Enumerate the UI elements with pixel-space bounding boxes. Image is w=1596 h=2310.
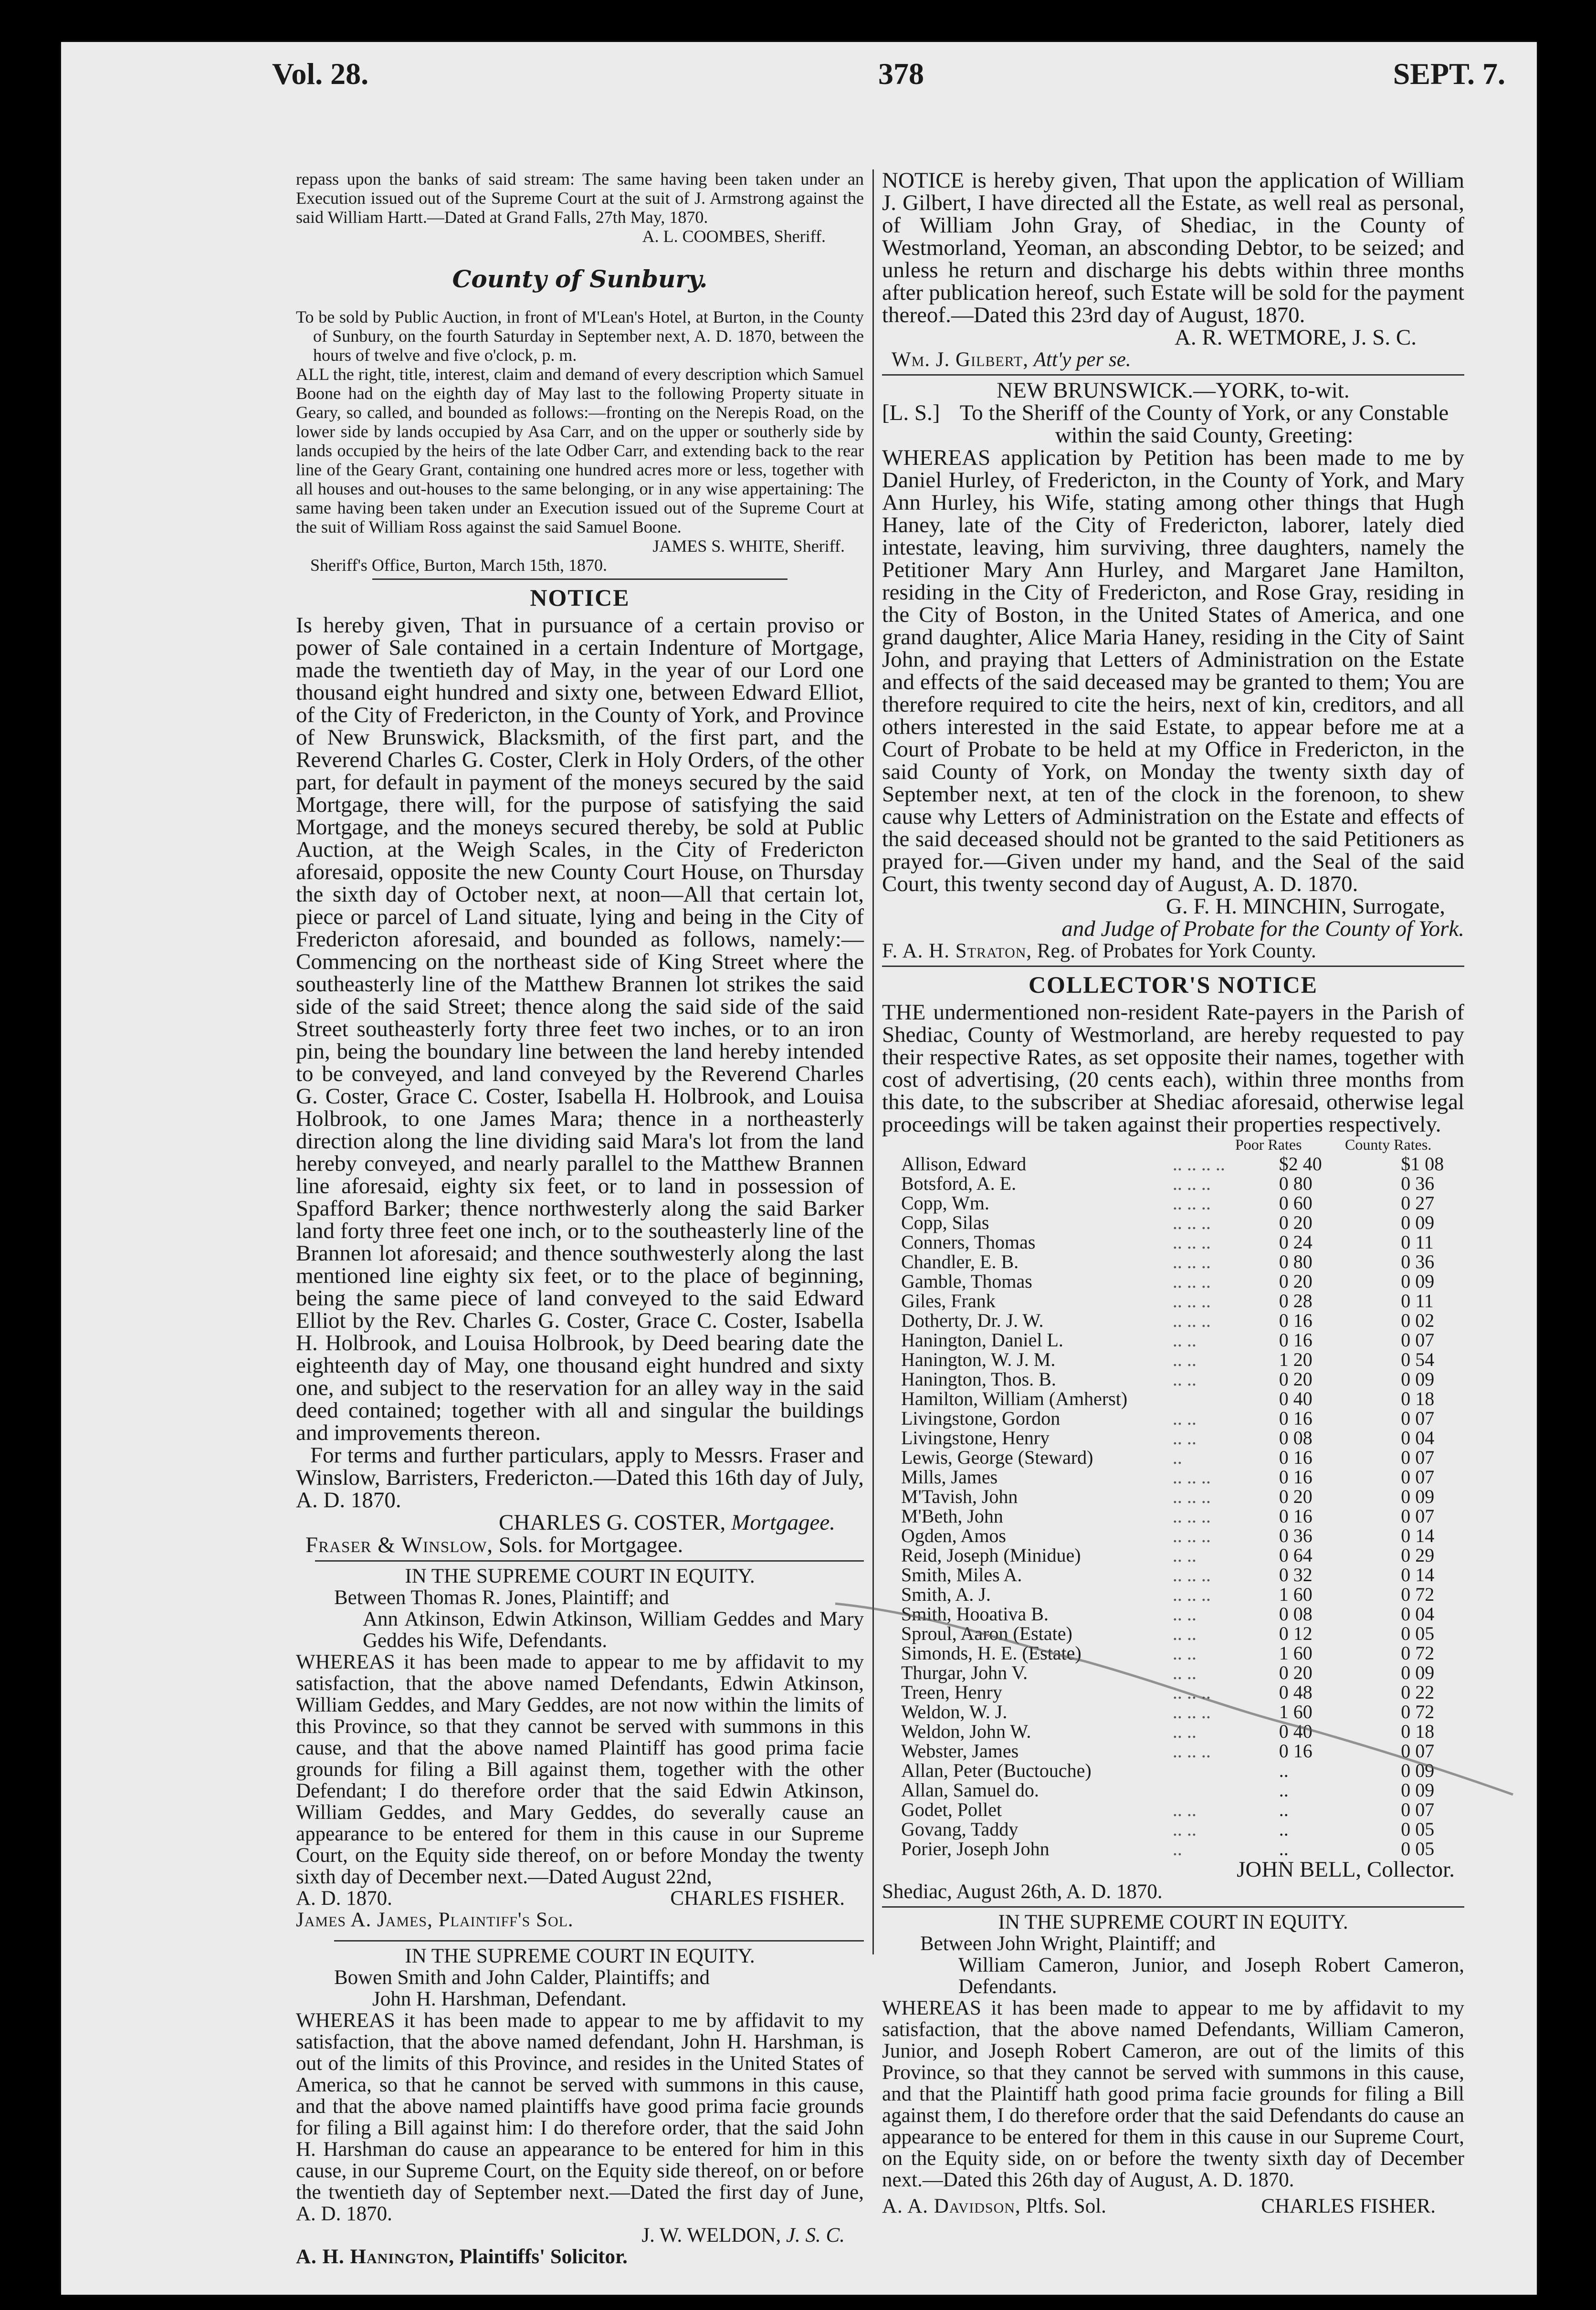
rate-row xyxy=(901,1330,1483,1350)
equity-notice-jones xyxy=(296,1565,864,1931)
rate-row xyxy=(901,1271,1483,1291)
probate-address: To the Sheriff of the County of York, or any Constable within the said County, Greeting: xyxy=(959,400,1449,448)
rate-row xyxy=(901,1506,1483,1526)
rate-row xyxy=(901,1663,1483,1682)
leader-dots: .. .. .. xyxy=(1172,1270,1211,1292)
parties-line-1: Between Thomas R. Jones, Plaintiff; and xyxy=(334,1586,669,1609)
leader-dots: .. xyxy=(1172,1838,1182,1859)
parties-line-1: Bowen Smith and John Calder, Plaintiffs; and xyxy=(334,1966,710,1989)
judge-signature: CHARLES FISHER. xyxy=(670,1887,845,1910)
rate-payer-name: Chandler, E. B. xyxy=(901,1251,1019,1272)
rate-payer-name: Gamble, Thomas xyxy=(901,1270,1032,1292)
poor-rate: 0 16 xyxy=(1279,1505,1312,1527)
rate-payer-name: Hanington, Daniel L. xyxy=(901,1329,1063,1351)
poor-rate: 0 36 xyxy=(1279,1525,1312,1546)
leader-dots: .. .. xyxy=(1172,1799,1197,1820)
solicitor-role: Pltfs. Sol. xyxy=(1026,2195,1106,2217)
notice-body: THE undermentioned non-resident Rate-payers in the Parish of Shediac, County of Westmorland, are hereby requested to pay their respective Rates, as set opposite their names, together with cost of advertising, (20 cents each), within three months from this date, to the subscriber at Shediac aforesaid, otherwise legal proceedings will be taken against their properties respectively. xyxy=(882,1000,1464,1137)
rate-payer-name: Godet, Pollet xyxy=(901,1799,1002,1820)
leader-dots xyxy=(1173,1780,1279,1800)
leader-dots: .. .. xyxy=(1172,1818,1197,1840)
rate-payer-name: Treen, Henry xyxy=(901,1681,1002,1703)
rates-table xyxy=(901,1154,1483,1858)
county-rate: 0 07 xyxy=(1401,1329,1435,1351)
plaintiff-solicitor: James A. James, Plaintiff's Sol. xyxy=(296,1909,574,1931)
collectors-notice xyxy=(882,971,1464,1902)
rate-row xyxy=(901,1291,1483,1311)
column-divider xyxy=(872,169,874,1954)
notice-terms: For terms and further particulars, apply to Messrs. Fraser and Winslow, Barristers, Fredericton.—Dated this 16th day of July, A. D. 1870. xyxy=(296,1443,864,1512)
poor-rate: .. xyxy=(1279,1760,1289,1781)
county-rate: 0 27 xyxy=(1401,1192,1435,1214)
leader-dots: .. .. .. xyxy=(1172,1192,1211,1214)
county-rate: 0 18 xyxy=(1401,1721,1435,1742)
court-order-body: WHEREAS it has been made to appear to me by affidavit to my satisfaction, that the above named defendant, John H. Harshman, is out of the limits of this Province, and resides in the United States of America, so that he cannot be served with summons in this cause, and that the above named plaintiffs have good prima facie grounds for filing a Bill against him: I do therefore order, that the said John H. Harshman do cause an appearance to be entered for him in this cause, in our Supreme Court, on the Equity side thereof, on or before the twentieth day of September next.—Dated the first day of June, A. D. 1870. xyxy=(296,2009,864,2225)
leader-dots xyxy=(1173,1761,1279,1780)
attorney-name: Wm. J. Gilbert, xyxy=(892,348,1029,371)
poor-rates-header: Poor Rates xyxy=(1235,1136,1302,1153)
rate-row xyxy=(901,1232,1483,1252)
court-heading: IN THE SUPREME COURT IN EQUITY. xyxy=(998,1911,1348,1933)
rate-row xyxy=(901,1565,1483,1585)
grand-falls-notice xyxy=(296,169,864,246)
rate-row xyxy=(901,1741,1483,1761)
county-rate: 0 07 xyxy=(1401,1740,1435,1762)
rate-row xyxy=(901,1839,1483,1858)
county-rate: 0 11 xyxy=(1401,1290,1434,1312)
leader-dots: .. .. .. xyxy=(1172,1584,1211,1605)
county-rate: 0 05 xyxy=(1401,1838,1435,1859)
county-rate: 0 07 xyxy=(1401,1447,1435,1468)
registrar-role: Reg. of Probates for York County. xyxy=(1037,940,1316,962)
poor-rate: 0 16 xyxy=(1279,1740,1312,1762)
leader-dots: .. .. .. xyxy=(1172,1564,1211,1586)
surrogate-role: and Judge of Probate for the County of York. xyxy=(1061,916,1464,941)
county-rate: 0 07 xyxy=(1401,1407,1435,1429)
solicitor-name: A. A. Davidson, xyxy=(882,2195,1021,2217)
court-heading: IN THE SUPREME COURT IN EQUITY. xyxy=(405,1565,755,1587)
rate-row xyxy=(901,1213,1483,1232)
issue-date: SEPT. 7. xyxy=(1393,57,1505,91)
leader-dots: .. .. .. xyxy=(1172,1681,1211,1703)
leader-dots: .. .. .. xyxy=(1172,1701,1211,1722)
sale-intro: To be sold by Public Auction, in front of M'Lean's Hotel, at Burton, in the County of Sunbury, on the fourth Saturday in September next, A. D. 1870, between the hours of twelve and five o'clock, p. m. xyxy=(296,307,864,365)
poor-rate: 1 20 xyxy=(1279,1349,1312,1370)
notice-body: NOTICE is hereby given, That upon the application of William J. Gilbert, I have directed all the Estate, as well real as personal, of William John Gray, of Shediac, in the County of Westmorland, Yeoman, an absconding Debtor, to be seized; and unless he return and discharge his debts within three months after publication hereof, such Estate will be sold for the payment thereof.—Dated this 23rd day of August, 1870. xyxy=(882,168,1464,327)
leader-dots: .. .. xyxy=(1172,1427,1197,1449)
leader-dots: .. .. .. xyxy=(1172,1740,1211,1762)
rate-payer-name: Smith, A. J. xyxy=(901,1584,991,1605)
rate-payer-name: Thurgar, John V. xyxy=(901,1662,1028,1683)
solicitors-name: Fraser & Winslow, xyxy=(305,1533,494,1557)
poor-rate: $2 40 xyxy=(1279,1153,1322,1175)
sheriff-office-date: Sheriff's Office, Burton, March 15th, 1870. xyxy=(310,556,608,575)
leader-dots: .. .. .. xyxy=(1172,1173,1211,1194)
poor-rate: 0 20 xyxy=(1279,1270,1312,1292)
equity-notice-harshman xyxy=(296,1945,864,2268)
rate-row xyxy=(901,1761,1483,1780)
rate-payer-name: Simonds, H. E. (Estate) xyxy=(901,1642,1082,1664)
rate-payer-name: Dotherty, Dr. J. W. xyxy=(901,1310,1044,1331)
parties-line-2: Ann Atkinson, Edwin Atkinson, William Geddes and Mary Geddes his Wife, Defendants. xyxy=(363,1608,864,1652)
leader-dots: .. .. xyxy=(1172,1349,1197,1370)
rate-row xyxy=(901,1682,1483,1702)
rate-row xyxy=(901,1487,1483,1506)
poor-rate: 0 40 xyxy=(1279,1388,1312,1409)
mortgagee-name: CHARLES G. COSTER, xyxy=(498,1510,726,1535)
leader-dots: .. .. .. xyxy=(1172,1525,1211,1546)
notice-body: Is hereby given, That in pursuance of a certain proviso or power of Sale contained in a certain Indenture of Mortgage, made the twentieth day of May, in the year of our Lord one thousand eight hundred and sixty one, between Edward Elliot, of the City of Fredericton, in the County of York, and Province of New Brunswick, Blacksmith, of the first part, and the Reverend Charles G. Coster, Clerk in Holy Orders, of the other part, for default in payment of the moneys secured by the said Mortgage, there will, for the purpose of satisfying the said Mortgage, and the moneys secured thereby, be sold at Public Auction, at the Weigh Scales, in the City of Fredericton aforesaid, opposite the new County Court House, on Thursday the sixth day of October next, at noon—All that certain lot, piece or parcel of Land situate, lying and being in the City of Fredericton aforesaid, and bounded as follows, namely:—Commencing on the northeast side of King Street where the southeasterly line of the Matthew Brannen lot strikes the said side of the said Street; thence along the said side of the said Street southeasterly forty three feet two inches, or to an iron pin, being the boundary line between the land hereby intended to be conveyed, and land conveyed by the Reverend Charles G. Coster, Grace C. Coster, Isabella H. Holbrook, and Louisa Holbrook, to one James Mara; thence in a northeasterly direction along the line dividing said Mara's lot from the land hereby conveyed, and nearly parallel to the Matthew Brannen line aforesaid, eighty six feet, or to land in possession of Spafford Barker; thence northwesterly along the said Barker land forty three feet one inch, or to the southeasterly line of the Brannen lot aforesaid; and thence southwesterly along the last mentioned line eighty six feet, or to the place of beginning, being the same piece of land conveyed to the said Edward Elliot by the Rev. Charles G. Coster, Grace C. Coster, Isabella H. Holbrook, and Louisa Holbrook, by Deed bearing date the eighteenth day of May, one thousand eight hundred and sixty one, and subject to the reservation for an alley way in the said deed contained; together with all and singular the buildings and improvements thereon. xyxy=(296,613,864,1445)
poor-rate: .. xyxy=(1279,1818,1289,1840)
poor-rate: .. xyxy=(1279,1779,1289,1801)
county-rate: 0 14 xyxy=(1401,1564,1435,1586)
sheriff-signature: JAMES S. WHITE, Sheriff. xyxy=(652,536,845,556)
parties-line-2: William Cameron, Junior, and Joseph Robert Cameron, Defendants. xyxy=(958,1954,1464,1998)
county-rate: 0 04 xyxy=(1401,1603,1435,1625)
leader-dots xyxy=(1173,1389,1279,1408)
rate-row xyxy=(901,1526,1483,1545)
leader-dots: .. .. xyxy=(1172,1662,1197,1683)
rate-payer-name: Weldon, W. J. xyxy=(901,1701,1008,1722)
county-rate: 0 09 xyxy=(1401,1212,1435,1233)
volume-label: Vol. 28. xyxy=(272,57,369,91)
poor-rate: 0 20 xyxy=(1279,1662,1312,1683)
separator xyxy=(882,1906,1464,1908)
rate-payer-name: Ogden, Amos xyxy=(901,1525,1006,1546)
notice-title: COLLECTOR'S NOTICE xyxy=(1028,971,1318,998)
rate-row xyxy=(901,1702,1483,1722)
court-order-body: WHEREAS it has been made to appear to me by affidavit to my satisfaction, that the above named Defendants, Edwin Atkinson, William Geddes, and Mary Geddes, are not now within the limits of this Province, so that they cannot be served with summons in this cause, and that the above named Plaintiff has good prima facie grounds for filing a Bill against them, together with the other Defendant; I do therefore order that the said Edwin Atkinson, William Geddes, and Mary Geddes, do severally cause an appearance to be entered for them in this cause in our Supreme Court, on the Equity side thereof, on or before Monday the twenty sixth day of December next.—Dated August 22nd, xyxy=(296,1651,864,1888)
poor-rate: 0 16 xyxy=(1279,1466,1312,1488)
rate-row xyxy=(901,1408,1483,1428)
rate-row xyxy=(901,1193,1483,1213)
leader-dots: .. .. .. xyxy=(1172,1231,1211,1253)
rate-row xyxy=(901,1643,1483,1663)
rate-payer-name: M'Tavish, John xyxy=(901,1486,1018,1507)
county-rate: 0 09 xyxy=(1401,1760,1435,1781)
rate-payer-name: Govang, Taddy xyxy=(901,1818,1018,1840)
leader-dots: .. .. .. xyxy=(1172,1212,1211,1233)
notice-text: repass upon the banks of said stream: The same having been taken under an Execution issued out of the Supreme Court at the suit of J. Armstrong against the said William Hartt.—Dated at Grand Falls, 27th May, 1870. xyxy=(296,169,864,227)
county-rate: 0 07 xyxy=(1401,1466,1435,1488)
order-year: A. D. 1870. xyxy=(296,1887,392,1910)
separator xyxy=(334,1940,864,1942)
seal-mark: [L. S.] xyxy=(882,400,940,425)
rate-row xyxy=(901,1467,1483,1487)
poor-rate: 0 80 xyxy=(1279,1251,1312,1272)
page-header xyxy=(272,56,1505,104)
county-rate: 0 36 xyxy=(1401,1251,1435,1272)
poor-rate: 0 16 xyxy=(1279,1407,1312,1429)
county-rate: 0 11 xyxy=(1401,1231,1434,1253)
rate-payer-name: Sproul, Aaron (Estate) xyxy=(901,1623,1072,1644)
poor-rate: 0 40 xyxy=(1279,1721,1312,1742)
rate-row xyxy=(901,1800,1483,1819)
poor-rate: 1 60 xyxy=(1279,1584,1312,1605)
separator xyxy=(882,966,1464,967)
equity-notice-cameron xyxy=(882,1911,1464,2217)
poor-rate: 0 64 xyxy=(1279,1544,1312,1566)
rate-row xyxy=(901,1311,1483,1330)
surrogate-signature: G. F. H. MINCHIN, Surrogate, xyxy=(1166,894,1445,919)
county-rate: 0 02 xyxy=(1401,1310,1435,1331)
county-rate: 0 04 xyxy=(1401,1427,1435,1449)
poor-rate: 0 32 xyxy=(1279,1564,1312,1586)
solicitors-role: Sols. for Mortgagee. xyxy=(498,1533,683,1557)
separator xyxy=(315,1560,864,1562)
leader-dots: .. .. .. xyxy=(1172,1466,1211,1488)
poor-rate: 0 48 xyxy=(1279,1681,1312,1703)
rate-payer-name: Allan, Samuel do. xyxy=(901,1779,1039,1801)
rate-row xyxy=(901,1780,1483,1800)
rate-payer-name: Webster, James xyxy=(901,1740,1019,1762)
rate-payer-name: Smith, Hooativa B. xyxy=(901,1603,1049,1625)
county-rate: 0 07 xyxy=(1401,1505,1435,1527)
rate-row xyxy=(901,1389,1483,1408)
leader-dots: .. .. xyxy=(1172,1407,1197,1429)
rate-row xyxy=(901,1174,1483,1193)
rates-column-headers xyxy=(882,1136,1464,1154)
leader-dots: .. xyxy=(1172,1447,1182,1468)
leader-dots: .. .. xyxy=(1172,1329,1197,1351)
registrar-name: F. A. H. Straton, xyxy=(882,940,1032,962)
rate-row xyxy=(901,1585,1483,1604)
rate-payer-name: Porier, Joseph John xyxy=(901,1838,1050,1859)
county-rate: 0 09 xyxy=(1401,1662,1435,1683)
absconding-debtor-notice xyxy=(882,169,1464,370)
rate-row xyxy=(901,1722,1483,1741)
county-rate: 0 09 xyxy=(1401,1270,1435,1292)
rate-payer-name: Lewis, George (Steward) xyxy=(901,1447,1093,1468)
rate-payer-name: Livingstone, Henry xyxy=(901,1427,1050,1449)
poor-rate: 0 08 xyxy=(1279,1427,1312,1449)
county-rate: 0 14 xyxy=(1401,1525,1435,1546)
leader-dots: .. .. .. xyxy=(1172,1310,1211,1331)
rate-row xyxy=(901,1448,1483,1467)
judge-name: J. W. WELDON, xyxy=(641,2224,781,2247)
county-rate: 0 05 xyxy=(1401,1623,1435,1644)
county-rate: 0 54 xyxy=(1401,1349,1435,1370)
mortgagee-role: Mortgagee. xyxy=(731,1510,835,1535)
court-order-body: WHEREAS it has been made to appear to me by affidavit to my satisfaction, that the above named Defendants, William Cameron, Junior, and Joseph Robert Cameron, are out of the limits of this Province, so that they cannot be served with summons in this cause, and that the Plaintiff hath good prima facie grounds for filing a Bill against them, I do therefore order that the said Defendants do cause an appearance to be entered for them in this cause in our Supreme Court, on the Equity side, on or before the twenty sixth day of December next.—Dated this 26th day of August, A. D. 1870. xyxy=(882,1997,1464,2191)
county-rate: 0 29 xyxy=(1401,1544,1435,1566)
county-rate: 0 05 xyxy=(1401,1818,1435,1840)
notice-title: NOTICE xyxy=(530,584,630,611)
right-column xyxy=(882,169,1464,2217)
poor-rate: 0 24 xyxy=(1279,1231,1312,1253)
rate-payer-name: Mills, James xyxy=(901,1466,998,1488)
parties-line-1: Between John Wright, Plaintiff; and xyxy=(920,1932,1216,1955)
sunbury-sale-notice xyxy=(296,307,864,575)
rate-payer-name: Allan, Peter (Buctouche) xyxy=(901,1760,1092,1781)
poor-rate: .. xyxy=(1279,1799,1289,1820)
poor-rate: 0 80 xyxy=(1279,1173,1312,1194)
leader-dots: .. .. .. xyxy=(1172,1251,1211,1272)
collector-signature: JOHN BELL, Collector. xyxy=(1237,1857,1455,1882)
rate-payer-name: Allison, Edward xyxy=(901,1153,1027,1175)
probate-citation xyxy=(882,379,1464,962)
poor-rate: .. xyxy=(1279,1838,1289,1859)
leader-dots: .. .. xyxy=(1172,1544,1197,1566)
rate-payer-name: Giles, Frank xyxy=(901,1290,996,1312)
leader-dots: .. .. xyxy=(1172,1642,1197,1664)
rate-row xyxy=(901,1604,1483,1624)
parties-line-2: John H. Harshman, Defendant. xyxy=(372,1988,627,2010)
county-rate: 0 09 xyxy=(1401,1779,1435,1801)
rate-payer-name: Reid, Joseph (Minidue) xyxy=(901,1544,1081,1566)
rate-payer-name: Smith, Miles A. xyxy=(901,1564,1022,1586)
mortgage-notice xyxy=(296,584,864,1556)
court-heading: IN THE SUPREME COURT IN EQUITY. xyxy=(405,1945,755,1967)
county-rate: 0 72 xyxy=(1401,1701,1435,1722)
rate-payer-name: Copp, Wm. xyxy=(901,1192,989,1214)
county-rate: 0 36 xyxy=(1401,1173,1435,1194)
sale-body: ALL the right, title, interest, claim and demand of every description which Samuel Boone had on the eighth day of May last to the following Property situate in Geary, so called, and bounded as follows:—fronting on the Nerepis Road, on the lower side by lands occupied by Asa Carr, and on the upper or southerly side by lands occupied by the heirs of the late Odber Carr, and extending back to the rear line of the Geary Grant, containing one hundred acres more or less, together with all houses and out-houses to the same belonging, or in any wise appertaining: The same having been taken under an Execution issued out of the Supreme Court at the suit of William Ross against the said Samuel Boone. xyxy=(296,365,864,536)
judge-signature: CHARLES FISHER. xyxy=(1261,2195,1436,2217)
rate-payer-name: Botsford, A. E. xyxy=(901,1173,1017,1194)
rate-payer-name: Livingstone, Gordon xyxy=(901,1407,1060,1429)
leader-dots: .. .. xyxy=(1172,1603,1197,1625)
leader-dots: .. .. .. .. xyxy=(1172,1153,1225,1175)
rate-payer-name: Conners, Thomas xyxy=(901,1231,1036,1253)
county-rate: 0 07 xyxy=(1401,1799,1435,1820)
county-heading: County of Sunbury. xyxy=(452,265,708,293)
county-rate: 0 09 xyxy=(1401,1368,1435,1390)
poor-rate: 0 12 xyxy=(1279,1623,1312,1644)
poor-rate: 1 60 xyxy=(1279,1701,1312,1722)
county-rate: 0 72 xyxy=(1401,1642,1435,1664)
county-rate: 0 22 xyxy=(1401,1681,1435,1703)
rate-row xyxy=(901,1428,1483,1448)
collector-date: Shediac, August 26th, A. D. 1870. xyxy=(882,1880,1163,1903)
page-number: 378 xyxy=(878,57,924,91)
rate-row xyxy=(901,1350,1483,1369)
judge-role: J. S. C. xyxy=(786,2224,845,2247)
leader-dots: .. .. xyxy=(1172,1368,1197,1390)
poor-rate: 0 16 xyxy=(1279,1329,1312,1351)
poor-rate: 0 20 xyxy=(1279,1486,1312,1507)
poor-rate: 0 20 xyxy=(1279,1212,1312,1233)
separator xyxy=(882,374,1464,376)
rate-row xyxy=(901,1369,1483,1389)
rate-row xyxy=(901,1819,1483,1839)
leader-dots: .. .. xyxy=(1172,1623,1197,1644)
county-rate: 0 72 xyxy=(1401,1584,1435,1605)
sheriff-signature: A. L. COOMBES, Sheriff. xyxy=(642,227,826,246)
rate-payer-name: Hamilton, William (Amherst) xyxy=(901,1388,1128,1409)
poor-rate: 0 20 xyxy=(1279,1368,1312,1390)
probate-heading: NEW BRUNSWICK.—YORK, to-wit. xyxy=(997,378,1350,403)
rate-payer-name: Hanington, W. J. M. xyxy=(901,1349,1056,1370)
leader-dots: .. .. .. xyxy=(1172,1290,1211,1312)
rate-payer-name: M'Beth, John xyxy=(901,1505,1003,1527)
poor-rate: 0 08 xyxy=(1279,1603,1312,1625)
poor-rate: 0 28 xyxy=(1279,1290,1312,1312)
poor-rate: 0 16 xyxy=(1279,1310,1312,1331)
poor-rate: 0 60 xyxy=(1279,1192,1312,1214)
attorney-role: Att'y per se. xyxy=(1033,348,1131,371)
left-column xyxy=(296,169,864,2268)
solicitor-role: Plaintiffs' Solicitor. xyxy=(459,2246,628,2268)
separator xyxy=(372,578,788,580)
rate-payer-name: Hanington, Thos. B. xyxy=(901,1368,1056,1390)
probate-body: WHEREAS application by Petition has been made to me by Daniel Hurley, of Fredericton, in the County of York, and Mary Ann Hurley, his Wife, stating among other things that Hugh Haney, late of the City of Fredericton, laborer, lately died intestate, leaving, him surviving, three daughters, namely the Petitioner Mary Ann Hurley, and Margaret Jane Hamilton, residing in the City of Fredericton, and Rose Gray, residing in the City of Boston, in the United States of America, and one grand daughter, Alice Maria Haney, residing in the City of Saint John, and praying that Letters of Administration on the Estate and effects of the said deceased may be granted to them; You are therefore required to cite the heirs, next of kin, creditors, and all others interested in the said Estate, to appear before me at a Court of Probate to be held at my Office in Fredericton, in the said County of York, on Monday the twenty sixth day of September next, at ten of the clock in the forenoon, to shew cause why Letters of Administration on the Estate and effects of the said deceased should not be granted to the said Petitioners as prayed for.—Given under my hand, and the Seal of the said Court, this twenty second day of August, A. D. 1870. xyxy=(882,445,1464,896)
poor-rate: 1 60 xyxy=(1279,1642,1312,1664)
county-rate: 0 09 xyxy=(1401,1486,1435,1507)
leader-dots: .. .. .. xyxy=(1172,1486,1211,1507)
leader-dots: .. .. xyxy=(1172,1721,1197,1742)
rate-row xyxy=(901,1154,1483,1174)
poor-rate: 0 16 xyxy=(1279,1447,1312,1468)
judge-signature: A. R. WETMORE, J. S. C. xyxy=(1174,325,1417,350)
county-rate: $1 08 xyxy=(1401,1153,1444,1175)
leader-dots: .. .. .. xyxy=(1172,1505,1211,1527)
rate-row xyxy=(901,1252,1483,1271)
county-rates-header: County Rates. xyxy=(1345,1136,1432,1153)
county-rate: 0 18 xyxy=(1401,1388,1435,1409)
rate-payer-name: Copp, Silas xyxy=(901,1212,989,1233)
solicitor-name: A. H. Hanington, xyxy=(296,2246,455,2268)
rate-row xyxy=(901,1545,1483,1565)
rate-row xyxy=(901,1624,1483,1643)
rate-payer-name: Weldon, John W. xyxy=(901,1721,1031,1742)
